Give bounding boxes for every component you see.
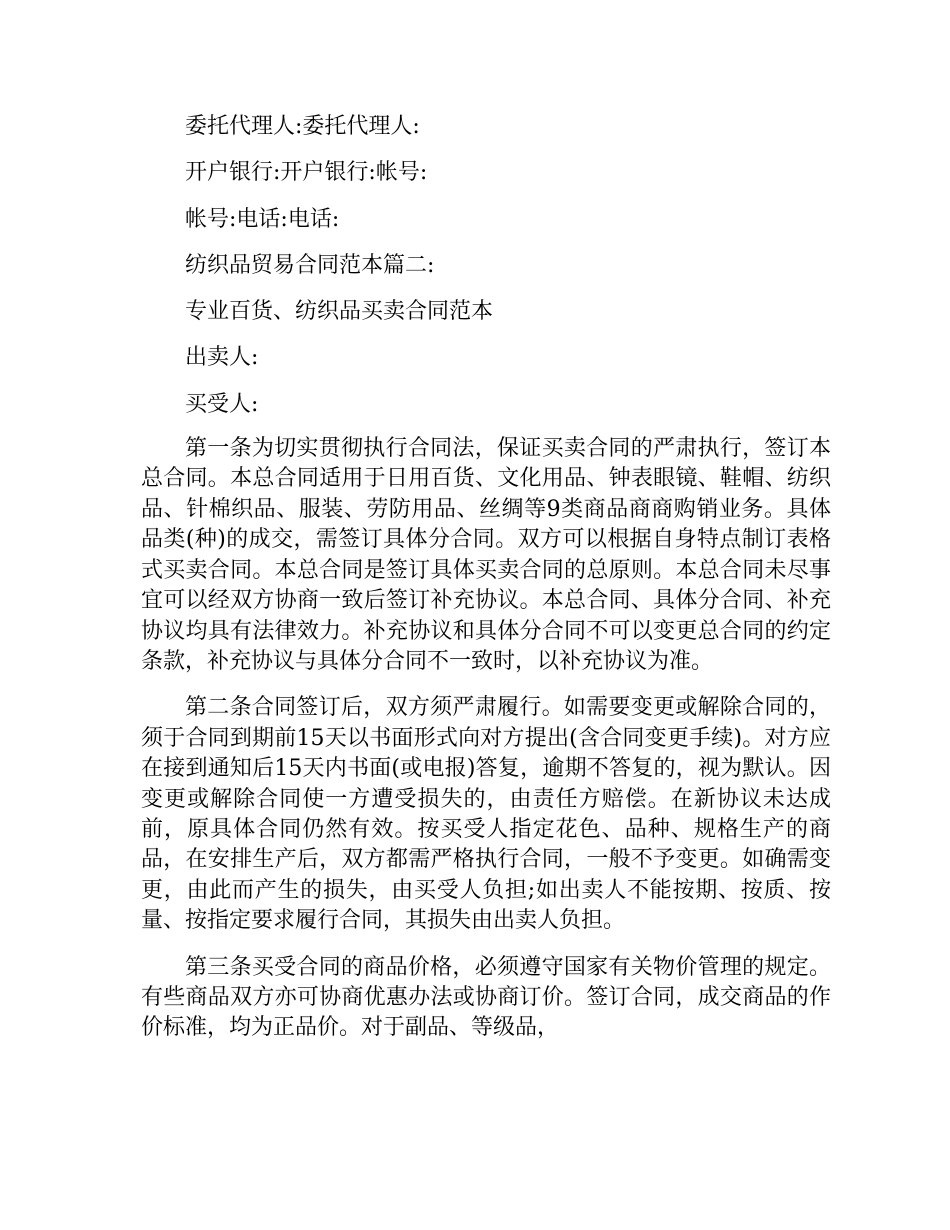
article-3: 第三条买受合同的商品价格，必须遵守国家有关物价管理的规定。有些商品双方亦可协商优惠办法或协商订价。签订合同，成交商品的作价标准，均为正品价。对于副品、等级品， bbox=[141, 954, 831, 1041]
seller-line: 出卖人: bbox=[185, 345, 259, 371]
article-2: 第二条合同签订后，双方须严肃履行。如需要变更或解除合同的，须于合同到期前15天以书面形式向对方提出(含合同变更手续)。对方应在接到通知后15天内书面(或电报)答复，逾期不答复的，视为默认。因变更或解除合同使一方遭受损失的，由责任方赔偿。在新协议未达成前，原具体合同仍然有效。按买受人指定花色、品种、规格生产的商品，在安排生产后，双方都需严格执行合同，一般不予变更。如确需变更，由此而产生的损失，由买受人负担;如出卖人不能按期、按质、按量、按指定要求履行合同，其损失由出卖人负担。 bbox=[141, 695, 831, 934]
buyer-line: 买受人: bbox=[185, 391, 259, 417]
agent-line: 委托代理人:委托代理人: bbox=[185, 114, 420, 139]
contract-title: 专业百货、纺织品买卖合同范本 bbox=[185, 299, 494, 325]
document-body bbox=[141, 110, 831, 1060]
article-1: 第一条为切实贯彻执行合同法，保证买卖合同的严肃执行，签订本总合同。本总合同适用于日用百货、文化用品、钟表眼镜、鞋帽、纺织品、针棉织品、服装、劳防用品、丝绸等9类商品商商购销业务。具体品类(种)的成交，需签订具体分合同。双方可以根据自身特点制订表格式买卖合同。本总合同是签订具体买卖合同的总原则。本总合同未尽事宜可以经双方协商一致后签订补充协议。本总合同、具体分合同、补充协议均具有法律效力。补充协议和具体分合同不可以变更总合同的约定条款，补充协议与具体分合同不一致时，以补充协议为准。 bbox=[141, 436, 831, 674]
section-title: 纺织品贸易合同范本篇二: bbox=[185, 252, 435, 278]
account-phone-line: 帐号:电话:电话: bbox=[185, 206, 340, 232]
bank-line: 开户银行:开户银行:帐号: bbox=[185, 160, 428, 186]
